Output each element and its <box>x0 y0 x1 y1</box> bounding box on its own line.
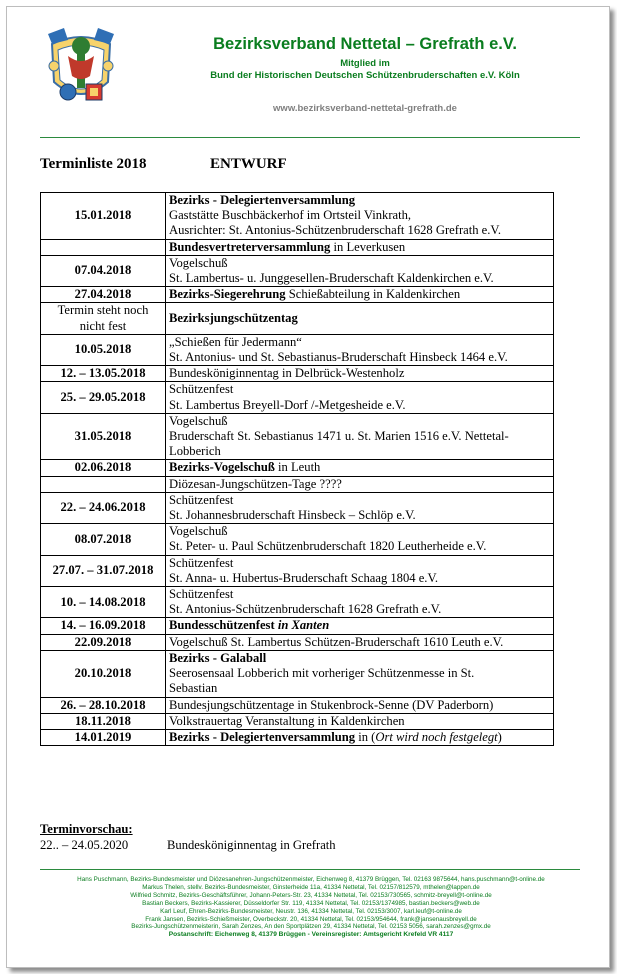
event-text: in Leuth <box>274 460 321 475</box>
event-date: 26. – 28.10.2018 <box>41 697 166 713</box>
event-line <box>169 635 550 650</box>
footer-line: Bezirks-Jungschützenmeisterin, Sarah Zenzes, An den Sportplätzen 29, 41334 Nettetal, Tel. 02153 5056, sarah.zenzes@gmx.de <box>131 923 491 931</box>
event-line <box>169 240 550 255</box>
event-date: 18.11.2018 <box>41 713 166 729</box>
event-text: Bezirks - Delegiertenversammlung <box>169 729 356 744</box>
event-text: Schützenfest <box>169 555 234 570</box>
event-text: Bundesvertreterversammlung <box>169 239 331 254</box>
event-date: 10. – 14.08.2018 <box>41 587 166 618</box>
schedule-row <box>41 334 554 365</box>
event-date: 22. – 24.06.2018 <box>41 492 166 523</box>
event-text: Ausrichter: St. Antonius-Schützenbruderschaft 1628 Grefrath e.V. <box>169 223 502 238</box>
event-line <box>169 311 550 326</box>
event-line <box>169 539 550 554</box>
event-line <box>169 493 550 508</box>
event-line <box>169 350 550 365</box>
event-text: Bruderschaft St. Sebastianus 1471 u. St. Marien 1516 e.V. Nettetal- <box>169 429 509 444</box>
event-text: ) <box>497 729 502 744</box>
event-text: St. Anna- u. Hubertus-Bruderschaft Schaag 1804 e.V. <box>169 570 439 585</box>
schedule-row <box>41 650 554 697</box>
event-line <box>169 223 550 238</box>
event-text: Vogelschuß <box>169 524 228 539</box>
schedule-row <box>41 366 554 382</box>
event-line <box>169 398 550 413</box>
event-description <box>166 729 554 745</box>
member-line: Mitglied im <box>340 58 390 69</box>
event-description <box>166 587 554 618</box>
schedule-row <box>41 555 554 586</box>
footer-line: Frank Jansen, Bezirks-Schießmeister, Overbeckstr. 20, 41334 Nettetal, Tel. 02153/954644, frank@jansenausbreyell.de <box>145 915 477 923</box>
event-text: St. Antonius- und St. Sebastianus-Bruderschaft Hinsbeck 1464 e.V. <box>169 350 508 365</box>
event-text: Schützenfest <box>169 382 234 397</box>
event-date: 07.04.2018 <box>41 255 166 286</box>
federation-name: Bund der Historischen Deutschen Schützenbruderschaften e.V. Köln <box>210 70 520 81</box>
event-text: in Xanten <box>277 618 330 633</box>
event-text: Gaststätte Buschbäckerhof im Ortsteil Vinkrath, <box>169 208 412 223</box>
event-text: Sebastian <box>169 681 218 696</box>
schedule-row <box>41 587 554 618</box>
event-text: in Leverkusen <box>330 239 406 254</box>
schedule-row <box>41 492 554 523</box>
event-description <box>166 555 554 586</box>
event-text: Schützenfest <box>169 587 234 602</box>
event-line <box>169 429 550 444</box>
event-text: Bezirksjungschützentag <box>169 311 298 326</box>
coat-of-arms-logo <box>46 26 116 112</box>
event-description <box>166 382 554 413</box>
event-line <box>169 477 550 492</box>
schedule-row <box>41 460 554 476</box>
event-date: 22.09.2018 <box>41 634 166 650</box>
event-line <box>169 524 550 539</box>
event-line <box>169 666 550 681</box>
preview-date: 22.. – 24.05.2020 <box>40 838 129 852</box>
event-line <box>169 618 550 633</box>
event-text: Diözesan-Jungschützen-Tage ???? <box>169 476 342 491</box>
event-text: Vogelschuß St. Lambertus Schützen-Bruderschaft 1610 Leuth e.V. <box>169 634 504 649</box>
event-description <box>166 713 554 729</box>
event-description <box>166 193 554 240</box>
event-description <box>166 366 554 382</box>
schedule-row <box>41 524 554 555</box>
event-text: Schützenfest <box>169 492 234 507</box>
event-description <box>166 524 554 555</box>
footer-postal: Postanschrift: Eichenweg 8, 41379 Brüggen - Vereinsregister: Amtsgericht Krefeld VR 4117 <box>168 931 454 939</box>
event-text: St. Johannesbruderschaft Hinsbeck – Schlöp e.V. <box>169 508 416 523</box>
event-text: Vogelschuß <box>169 413 228 428</box>
footer-line: Markus Thelen, stellv. Bezirks-Bundesmeister, Ginsterheide 11a, 41334 Nettetal, Tel. 02157/812579, mthelen@lappen.de <box>142 883 480 891</box>
event-text: Schießabteilung in Kaldenkirchen <box>285 287 461 302</box>
event-description <box>166 492 554 523</box>
event-text: St. Antonius-Schützenbruderschaft 1628 Grefrath e.V. <box>169 602 442 617</box>
organization-title: Bezirksverband Nettetal – Grefrath e.V. <box>213 35 517 53</box>
event-line <box>169 208 550 223</box>
event-text: Bezirks-Vogelschuß <box>169 460 275 475</box>
event-description <box>166 634 554 650</box>
event-line <box>169 193 550 208</box>
event-text: Lobberich <box>169 444 221 459</box>
event-line <box>169 366 550 381</box>
header-divider <box>40 137 580 138</box>
event-line <box>169 287 550 302</box>
schedule-row <box>41 713 554 729</box>
schedule-row <box>41 193 554 240</box>
website-link[interactable]: www.bezirksverband-nettetal-grefrath.de <box>273 103 457 114</box>
event-description <box>166 460 554 476</box>
event-line <box>169 271 550 286</box>
event-line <box>169 556 550 571</box>
draft-label: ENTWURF <box>210 156 287 172</box>
event-text: Ort wird noch festgelegt <box>375 729 498 744</box>
footer-line: Bastian Beckers, Bezirks-Kassierer, Düsseldorfer Str. 119, 41334 Nettetal, Tel. 02153/1374985, bastian.beckers@web.de <box>142 899 480 907</box>
event-text: Volkstrauertag Veranstaltung in Kaldenkirchen <box>169 713 405 728</box>
event-line <box>169 508 550 523</box>
schedule-row <box>41 287 554 303</box>
schedule-row <box>41 239 554 255</box>
footer-contacts <box>40 876 582 939</box>
preview-event: Bundesköniginnentag in Grefrath <box>167 838 336 852</box>
event-text: Bundesjungschützentage in Stukenbrock-Senne (DV Paderborn) <box>169 697 494 712</box>
event-text: St. Peter- u. Paul Schützenbruderschaft 1820 Leutherheide e.V. <box>169 539 487 554</box>
event-line <box>169 730 550 745</box>
event-description <box>166 255 554 286</box>
footer-line: Hans Puschmann, Bezirks-Bundesmeister und Diözesanehren-Jungschützenmeister, Eichenweg 8, 41379 Brüggen, Tel. 02163 9875644, hans.puschmann@t-online.de <box>77 876 545 883</box>
footer-line: Karl Leuf, Ehren-Bezirks-Bundesmeister, Neustr. 136, 41334 Nettetal, Tel. 02153/3007, karl.leuf@t-online.de <box>160 907 462 915</box>
event-line <box>169 256 550 271</box>
event-line <box>169 414 550 429</box>
footer-divider <box>40 869 580 870</box>
schedule-table <box>40 192 554 746</box>
event-date: 14. – 16.09.2018 <box>41 618 166 634</box>
preview-heading: Terminvorschau: <box>40 822 133 836</box>
schedule-row <box>41 382 554 413</box>
event-line <box>169 714 550 729</box>
event-text: Bezirks - Galaball <box>169 650 267 665</box>
event-description <box>166 413 554 460</box>
event-description <box>166 334 554 365</box>
document-title: Terminliste 2018 <box>40 156 147 172</box>
event-description <box>166 287 554 303</box>
event-date: 31.05.2018 <box>41 413 166 460</box>
schedule-row <box>41 697 554 713</box>
event-date: 25. – 29.05.2018 <box>41 382 166 413</box>
event-date: 27.04.2018 <box>41 287 166 303</box>
event-text: Bundesschützenfest <box>169 618 275 633</box>
event-description <box>166 697 554 713</box>
event-date: 15.01.2018 <box>41 193 166 240</box>
schedule-row <box>41 413 554 460</box>
event-date <box>41 476 166 492</box>
event-text: Seerosensaal Lobberich mit vorheriger Schützenmesse in St. <box>169 666 475 681</box>
event-date: Termin steht noch nicht fest <box>41 303 166 334</box>
event-text: St. Lambertus- u. Junggesellen-Bruderschaft Kaldenkirchen e.V. <box>169 271 494 286</box>
event-description <box>166 303 554 334</box>
event-date: 08.07.2018 <box>41 524 166 555</box>
event-date <box>41 239 166 255</box>
schedule-row <box>41 634 554 650</box>
event-line <box>169 382 550 397</box>
event-line <box>169 571 550 586</box>
footer-line: Wilfried Schmitz, Bezirks-Geschäftsführer, Johann-Peters-Str. 23, 41334 Nettetal, Tel. 02153/730565, schmitz-breyell@t-online.de <box>130 891 492 899</box>
event-date: 12. – 13.05.2018 <box>41 366 166 382</box>
event-description <box>166 618 554 634</box>
event-line <box>169 698 550 713</box>
event-text: Bezirks - Delegiertenversammlung <box>169 193 356 207</box>
schedule-row <box>41 729 554 745</box>
event-line <box>169 460 550 475</box>
event-line <box>169 587 550 602</box>
event-date: 14.01.2019 <box>41 729 166 745</box>
schedule-row <box>41 476 554 492</box>
event-date: 20.10.2018 <box>41 650 166 697</box>
event-date: 27.07. – 31.07.2018 <box>41 555 166 586</box>
event-text: Vogelschuß <box>169 255 228 270</box>
schedule-row <box>41 303 554 334</box>
schedule-row <box>41 255 554 286</box>
event-description <box>166 239 554 255</box>
schedule-row <box>41 618 554 634</box>
event-text: in ( <box>355 729 376 744</box>
event-line <box>169 681 550 696</box>
event-text: „Schießen für Jedermann“ <box>169 334 302 349</box>
event-text: St. Lambertus Breyell-Dorf /-Metgesheide e.V. <box>169 397 406 412</box>
event-line <box>169 444 550 459</box>
event-date: 02.06.2018 <box>41 460 166 476</box>
event-description <box>166 476 554 492</box>
event-description <box>166 650 554 697</box>
event-line <box>169 602 550 617</box>
event-text: Bezirks-Siegerehrung <box>169 287 286 302</box>
event-date: 10.05.2018 <box>41 334 166 365</box>
event-line <box>169 335 550 350</box>
event-line <box>169 651 550 666</box>
event-text: Bundesköniginnentag in Delbrück-Westenholz <box>169 366 405 381</box>
